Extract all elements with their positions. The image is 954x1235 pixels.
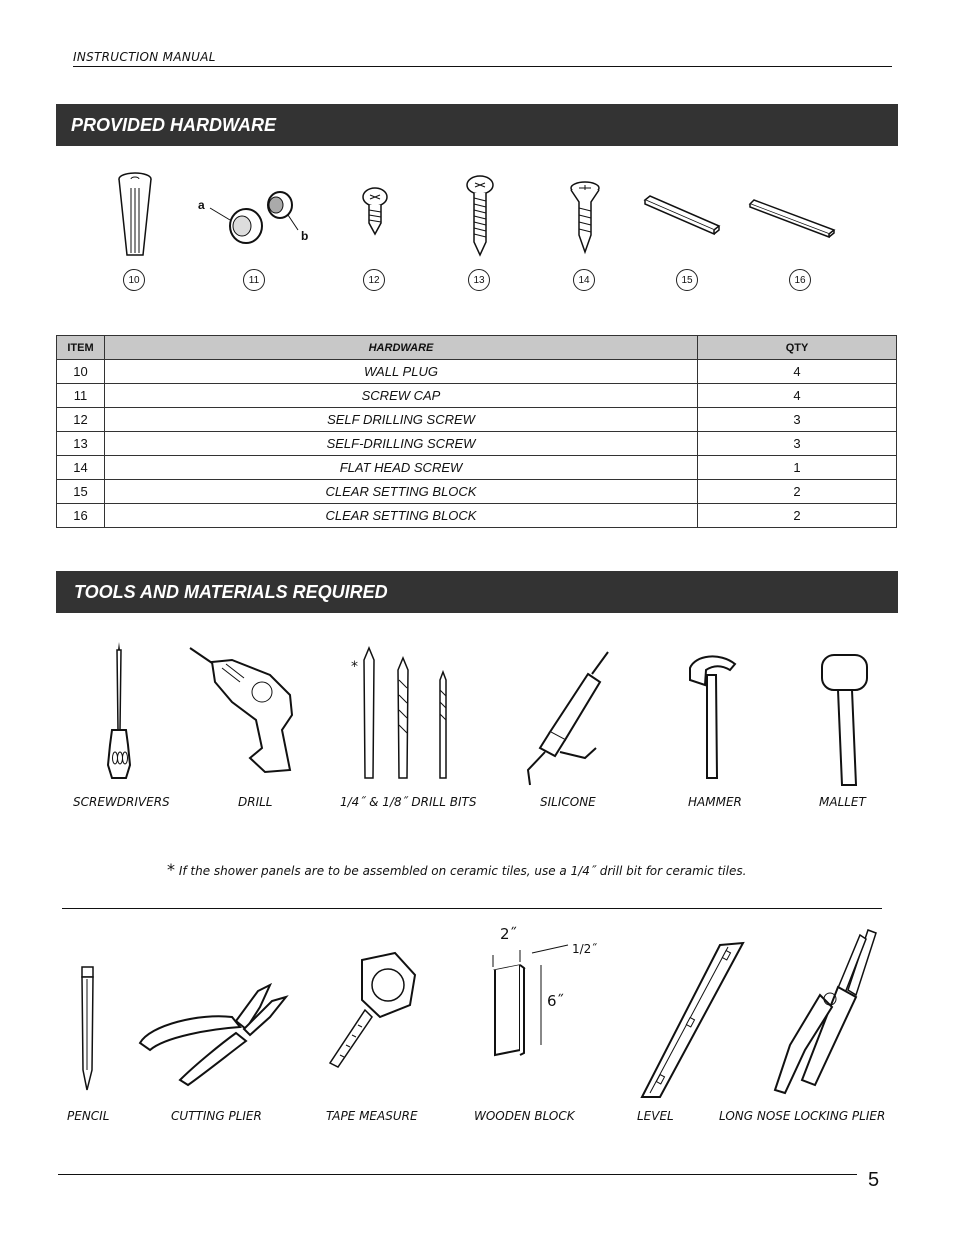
cell-qty: 1 xyxy=(698,456,897,480)
footer-rule xyxy=(58,1174,857,1175)
item-number: 14 xyxy=(573,269,595,291)
long-nose-locking-plier-icon xyxy=(775,930,876,1093)
tool-label-long-nose-locking-plier: LONG NOSE LOCKING PLIER xyxy=(719,1109,886,1123)
cell-hardware: CLEAR SETTING BLOCK xyxy=(105,504,698,528)
wall-plug-icon xyxy=(119,173,151,255)
item-number: 11 xyxy=(243,269,265,291)
table-row xyxy=(57,384,897,408)
tool-label-mallet: MALLET xyxy=(819,795,866,809)
tool-label-silicone: SILICONE xyxy=(540,795,596,809)
cell-item: 14 xyxy=(57,456,105,480)
tool-label-drill-bits: 1/4˝ & 1/8˝ DRILL BITS xyxy=(340,795,477,809)
tools-divider xyxy=(62,908,882,909)
clear-setting-block-icon xyxy=(645,196,719,234)
hammer-icon xyxy=(690,656,735,778)
tools-row-2-illustrations xyxy=(0,925,954,1100)
cell-qty: 3 xyxy=(698,432,897,456)
cutting-plier-icon xyxy=(140,985,286,1085)
self-drilling-screw-short-icon xyxy=(363,188,387,234)
cell-qty: 4 xyxy=(698,360,897,384)
drill-bits-icon xyxy=(364,648,446,778)
item-number: 16 xyxy=(789,269,811,291)
section-title: TOOLS AND MATERIALS REQUIRED xyxy=(74,581,388,602)
silicone-gun-icon xyxy=(528,652,608,785)
tools-row-1-illustrations xyxy=(0,640,954,790)
footnote xyxy=(167,860,746,879)
table-row xyxy=(57,432,897,456)
table-row xyxy=(57,360,897,384)
page-number: 5 xyxy=(868,1169,880,1191)
tool-label-cutting-plier: CUTTING PLIER xyxy=(171,1109,262,1123)
cell-item: 11 xyxy=(57,384,105,408)
tool-label-wooden-block: WOODEN BLOCK xyxy=(474,1109,575,1123)
section-bar-provided-hardware xyxy=(56,104,898,146)
section-bar-tools xyxy=(56,571,898,613)
section-title: PROVIDED HARDWARE xyxy=(71,114,277,135)
cell-item: 12 xyxy=(57,408,105,432)
block-dimension-length: 6˝ xyxy=(547,992,565,1010)
table-row xyxy=(57,456,897,480)
table-row xyxy=(57,480,897,504)
cell-hardware: FLAT HEAD SCREW xyxy=(105,456,698,480)
tool-label-hammer: HAMMER xyxy=(688,795,742,809)
cell-qty: 2 xyxy=(698,504,897,528)
part-letter-a: a xyxy=(198,198,205,212)
mallet-icon xyxy=(822,655,867,785)
tool-label-level: LEVEL xyxy=(637,1109,674,1123)
level-icon xyxy=(642,943,743,1097)
table-row xyxy=(57,504,897,528)
footnote-mark: * xyxy=(167,860,175,879)
table-row xyxy=(57,408,897,432)
cell-hardware: SCREW CAP xyxy=(105,384,698,408)
part-letter-b: b xyxy=(301,229,309,243)
tool-label-drill: DRILL xyxy=(238,795,273,809)
cell-item: 10 xyxy=(57,360,105,384)
header-rule xyxy=(73,66,892,67)
cell-qty: 2 xyxy=(698,480,897,504)
tape-measure-icon xyxy=(330,953,415,1067)
item-number: 12 xyxy=(363,269,385,291)
cell-hardware: CLEAR SETTING BLOCK xyxy=(105,480,698,504)
footnote-text: If the shower panels are to be assembled on ceramic tiles, use a 1/4˝ drill bit for ceramic tiles. xyxy=(178,864,747,878)
cell-hardware: WALL PLUG xyxy=(105,360,698,384)
header-item: ITEM xyxy=(57,336,105,360)
drill-icon xyxy=(190,648,292,772)
tool-label-pencil: PENCIL xyxy=(67,1109,110,1123)
table-header-row xyxy=(57,336,897,360)
cell-qty: 4 xyxy=(698,384,897,408)
hardware-illustrations xyxy=(0,160,954,270)
pencil-icon xyxy=(82,967,93,1090)
self-drilling-screw-long-icon xyxy=(467,176,493,255)
flat-head-screw-icon xyxy=(571,182,599,252)
hardware-table xyxy=(56,335,897,528)
cell-hardware: SELF-DRILLING SCREW xyxy=(105,432,698,456)
item-number: 10 xyxy=(123,269,145,291)
cell-item: 15 xyxy=(57,480,105,504)
tool-label-tape-measure: TAPE MEASURE xyxy=(326,1109,418,1123)
block-dimension-thickness: 1/2˝ xyxy=(572,942,598,956)
header-qty: QTY xyxy=(698,336,897,360)
cell-hardware: SELF DRILLING SCREW xyxy=(105,408,698,432)
block-dimension-width: 2˝ xyxy=(500,925,518,943)
clear-setting-block-icon xyxy=(750,200,834,237)
screwdriver-icon xyxy=(108,642,130,778)
cell-item: 13 xyxy=(57,432,105,456)
item-number: 15 xyxy=(676,269,698,291)
item-number: 13 xyxy=(468,269,490,291)
header-hardware: HARDWARE xyxy=(105,336,698,360)
screw-cap-icon xyxy=(210,192,298,243)
cell-qty: 3 xyxy=(698,408,897,432)
asterisk-mark: * xyxy=(351,659,358,675)
running-header: INSTRUCTION MANUAL xyxy=(73,50,216,64)
tool-label-screwdrivers: SCREWDRIVERS xyxy=(73,795,170,809)
cell-item: 16 xyxy=(57,504,105,528)
